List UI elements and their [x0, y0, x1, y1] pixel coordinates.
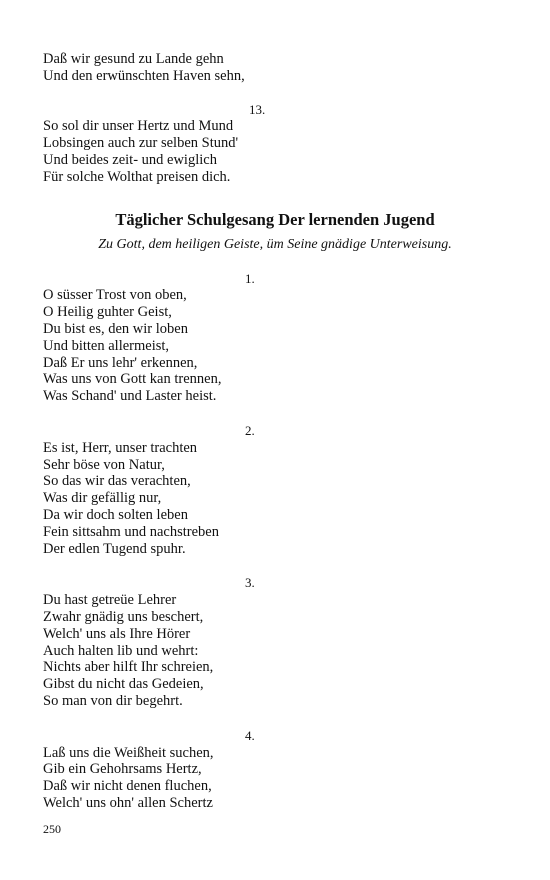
page-content — [43, 51, 507, 812]
page-number: 250 — [43, 822, 61, 836]
verse-line: Was Schand' und Laster heist. — [43, 388, 217, 405]
stanza-1 — [43, 271, 507, 405]
verse-line: Und beides zeit- und ewiglich — [43, 151, 217, 168]
verse-line: Und den erwünschten Haven sehn, — [43, 67, 245, 84]
verse-line: Daß wir nicht denen fluchen, — [43, 778, 212, 795]
verse-line: Laß uns die Weißheit suchen, — [43, 744, 214, 761]
stanza-2 — [43, 423, 507, 557]
verse-line: Welch' uns als Ihre Hörer — [43, 625, 191, 642]
stanza-number: 3. — [245, 575, 255, 591]
verse-line: Zwahr gnädig uns beschert, — [43, 608, 204, 625]
verse-line: So sol dir unser Hertz und Mund — [43, 118, 234, 135]
stanza-4 — [43, 728, 507, 812]
stanza-number: 1. — [245, 270, 255, 286]
stanza-number: 2. — [245, 422, 255, 438]
verse-line: Was dir gefällig nur, — [43, 490, 162, 507]
verse-line: So das wir das verachten, — [43, 473, 191, 490]
verse-line: O Heilig guhter Geist, — [43, 304, 172, 321]
verse-line: Nichts aber hilft Ihr schreien, — [43, 659, 214, 676]
previous-stanza-end — [43, 51, 507, 85]
stanza-3 — [43, 575, 507, 709]
stanza-13 — [43, 102, 507, 186]
verse-line: Daß Er uns lehr' erkennen, — [43, 354, 198, 371]
verse-line: Sehr böse von Natur, — [43, 456, 165, 473]
verse-line: Was uns von Gott kan trennen, — [43, 371, 222, 388]
song-subtitle: Zu Gott, dem heiligen Geiste, üm Seine gnädige Unterweisung. — [98, 236, 452, 252]
verse-line: Gib ein Gehohrsams Hertz, — [43, 761, 202, 778]
verse-line: So man von dir begehrt. — [43, 692, 183, 709]
verse-line: Gibst du nicht das Gedeien, — [43, 676, 204, 693]
verse-line: Der edlen Tugend spuhr. — [43, 540, 186, 557]
verse-line: Es ist, Herr, unser trachten — [43, 439, 198, 456]
verse-line: O süsser Trost von oben, — [43, 287, 187, 304]
verse-line: Lobsingen auch zur selben Stund' — [43, 135, 239, 152]
verse-line: Du bist es, den wir loben — [43, 320, 188, 337]
verse-line: Für solche Wolthat preisen dich. — [43, 168, 231, 185]
song-title: Täglicher Schulgesang Der lernenden Jugend — [115, 209, 435, 229]
verse-line: Da wir doch solten leben — [43, 506, 188, 523]
verse-line: Auch halten lib und wehrt: — [43, 642, 199, 659]
stanza-number: 13. — [249, 101, 266, 117]
stanza-number: 4. — [245, 727, 255, 743]
verse-line: Und bitten allermeist, — [43, 337, 170, 354]
verse-line: Du hast getreüe Lehrer — [43, 592, 177, 609]
verse-line: Fein sittsahm und nachstreben — [43, 523, 219, 540]
verse-line: Daß wir gesund zu Lande gehn — [43, 51, 224, 67]
verse-line: Welch' uns ohn' allen Schertz — [43, 794, 213, 811]
